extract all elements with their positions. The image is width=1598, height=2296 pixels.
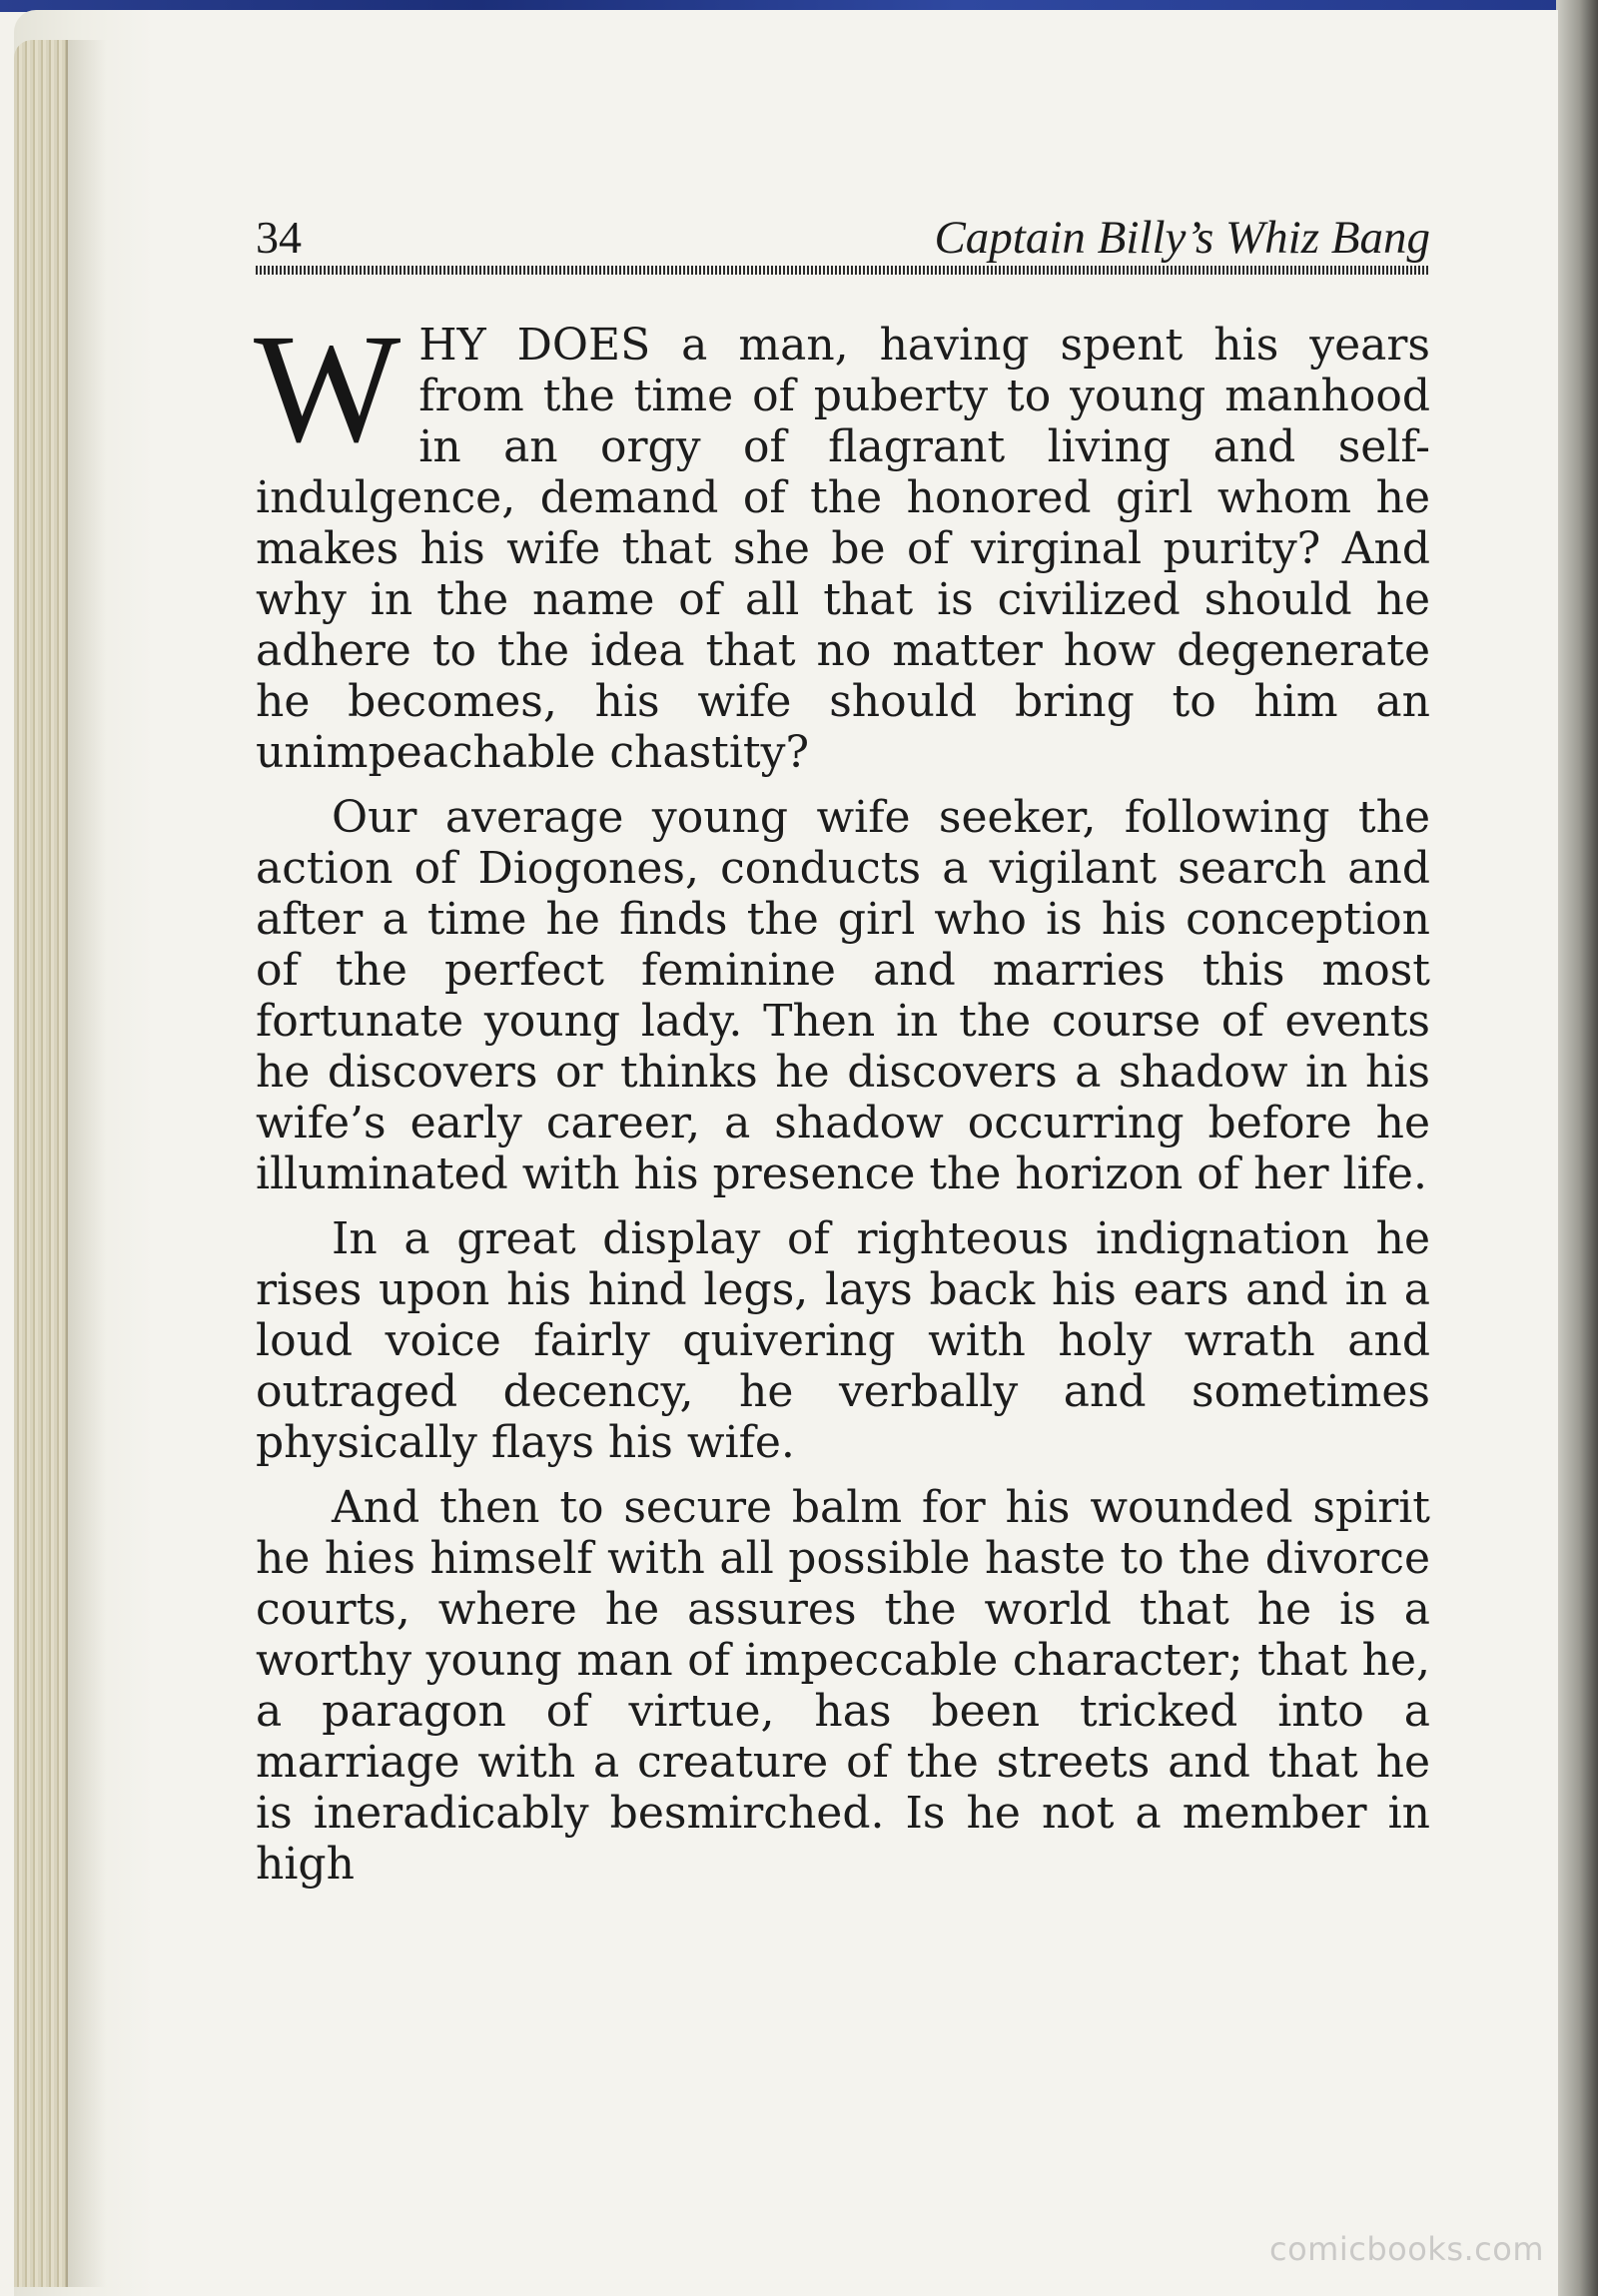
paragraph-1 bbox=[254, 302, 1430, 778]
drop-cap: W bbox=[254, 302, 401, 474]
header-rule bbox=[256, 266, 1430, 275]
page-number: 34 bbox=[256, 212, 302, 263]
paragraph-2: Our average young wife seeker, following the action of Diogones, conducts a vigilant search and after a time he finds the girl who is his conception of the perfect feminine and marries this most fortunate young lady. Then in the course of events he discovers or thinks he discovers a shadow in his wife’s early career, a shadow occurring before he illuminated with his presence the horizon of her life. bbox=[256, 792, 1430, 1199]
paragraph-4: And then to secure balm for his wounded spirit he hies himself with all possible haste to the divorce courts, where he assures the world that he is a worthy young man of impeccable character; that he, a paragon of virtue, has been tricked into a marriage with a creature of the streets and that he is ineradicably besmirched. Is he not a member in high bbox=[256, 1482, 1430, 1890]
spine-shadow bbox=[66, 40, 106, 2287]
page-edge-shadow bbox=[1556, 0, 1598, 2296]
page-stack-edges bbox=[14, 40, 68, 2287]
running-head bbox=[256, 208, 1430, 270]
paragraph-3: In a great display of righteous indignation he rises upon his hind legs, lays back his ears and in a loud voice fairly quivering with holy wrath and outraged decency, he verbally and sometimes physically flays his wife. bbox=[256, 1213, 1430, 1468]
article-body bbox=[254, 302, 1430, 1904]
paragraph-1-text: HY DOES a man, having spent his years from the time of puberty to young manhood in an orgy of flagrant living and self-indulgence, demand of the honored girl whom he makes his wife that she be of virginal purity? And why in the name of all that is civilized should he adhere to the idea that no matter how degenerate he becomes, his wife should bring to him an unimpeachable chastity? bbox=[256, 320, 1430, 778]
running-title: Captain Billy’s Whiz Bang bbox=[934, 212, 1430, 264]
watermark: comicbooks.com bbox=[1268, 2230, 1544, 2268]
